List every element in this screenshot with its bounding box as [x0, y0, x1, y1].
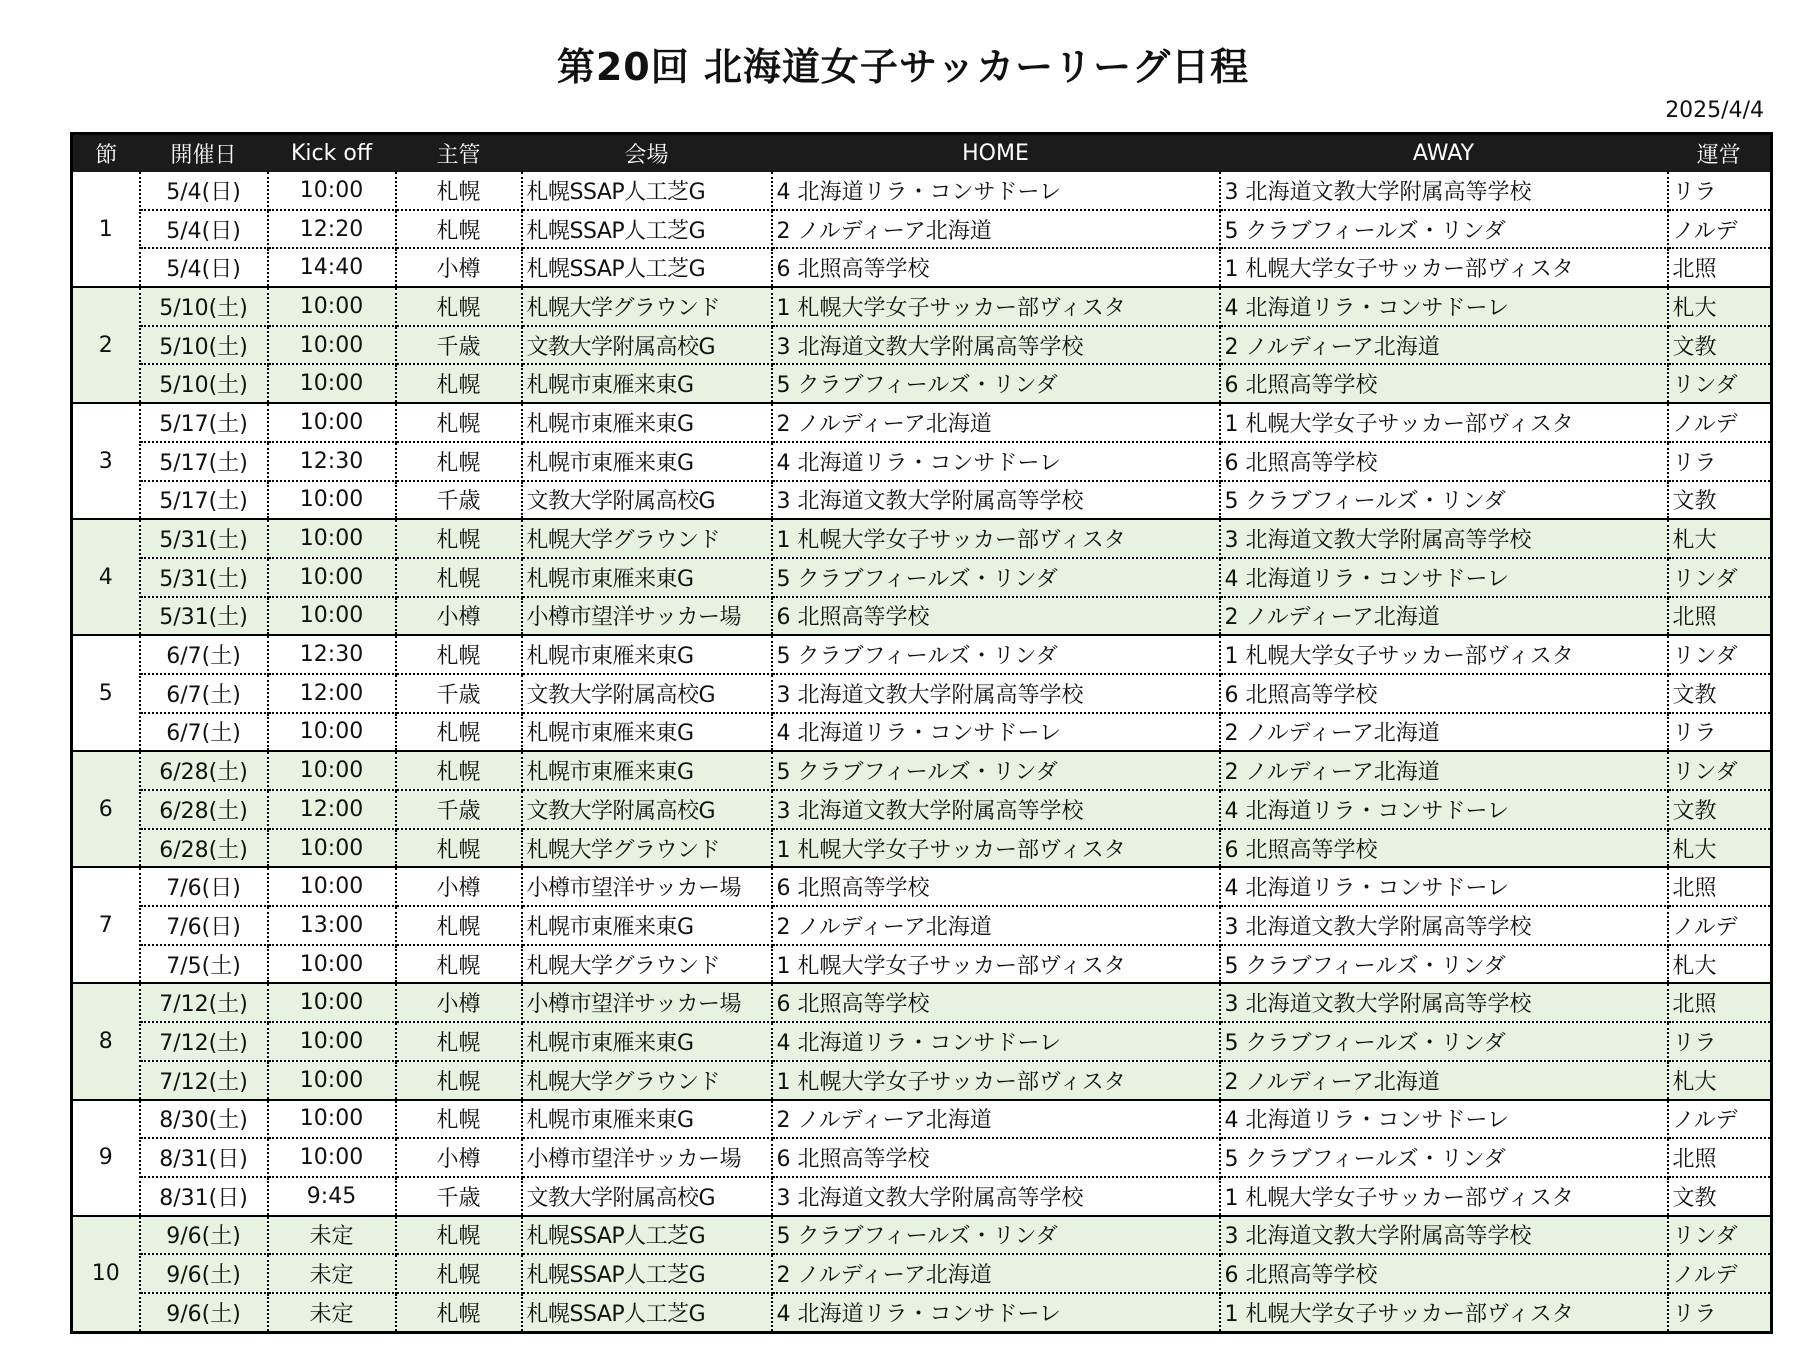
table-row — [72, 326, 1772, 365]
match-away: 2 ノルディーア北海道 — [1220, 326, 1668, 365]
match-kickoff: 10:00 — [268, 1100, 396, 1139]
match-host: 小樽 — [396, 597, 522, 636]
match-venue: 札幌市東雁来東G — [522, 1100, 772, 1139]
match-kickoff: 12:30 — [268, 442, 396, 481]
match-away: 3 北海道文教大学附属高等学校 — [1220, 519, 1668, 558]
match-host: 小樽 — [396, 867, 522, 906]
setsu-number: 2 — [72, 287, 140, 403]
match-host: 札幌 — [396, 442, 522, 481]
header-venue: 会場 — [522, 134, 772, 173]
match-kickoff: 10:00 — [268, 519, 396, 558]
match-venue: 札幌市東雁来東G — [522, 558, 772, 597]
match-away: 3 北海道文教大学附属高等学校 — [1220, 983, 1668, 1022]
match-away: 5 クラブフィールズ・リンダ — [1220, 945, 1668, 984]
table-row — [72, 287, 1772, 326]
match-date: 7/6(日) — [140, 867, 268, 906]
table-row — [72, 906, 1772, 945]
match-venue: 文教大学附属高校G — [522, 790, 772, 829]
match-date: 5/10(土) — [140, 364, 268, 403]
match-ops: リラ — [1668, 442, 1772, 481]
match-ops: 札大 — [1668, 829, 1772, 868]
match-home: 5 クラブフィールズ・リンダ — [772, 1216, 1220, 1255]
table-row — [72, 1293, 1772, 1332]
match-host: 札幌 — [396, 829, 522, 868]
table-header-row — [72, 134, 1772, 173]
table-row — [72, 172, 1772, 210]
match-date: 7/6(日) — [140, 906, 268, 945]
match-date: 8/31(日) — [140, 1138, 268, 1177]
setsu-number: 5 — [72, 635, 140, 751]
match-away: 6 北照高等学校 — [1220, 829, 1668, 868]
match-date: 6/7(土) — [140, 674, 268, 713]
setsu-number: 8 — [72, 983, 140, 1099]
match-ops: リラ — [1668, 1022, 1772, 1061]
match-kickoff: 10:00 — [268, 945, 396, 984]
match-venue: 札幌市東雁来東G — [522, 364, 772, 403]
match-kickoff: 10:00 — [268, 597, 396, 636]
match-away: 1 札幌大学女子サッカー部ヴィスタ — [1220, 248, 1668, 287]
match-date: 7/5(土) — [140, 945, 268, 984]
match-date: 5/31(土) — [140, 597, 268, 636]
match-kickoff: 9:45 — [268, 1177, 396, 1216]
match-host: 札幌 — [396, 1216, 522, 1255]
match-away: 4 北海道リラ・コンサドーレ — [1220, 1100, 1668, 1139]
match-date: 9/6(土) — [140, 1254, 268, 1293]
header-ops: 運営 — [1668, 134, 1772, 173]
match-away: 4 北海道リラ・コンサドーレ — [1220, 867, 1668, 906]
match-away: 1 札幌大学女子サッカー部ヴィスタ — [1220, 1177, 1668, 1216]
match-venue: 札幌大学グラウンド — [522, 829, 772, 868]
match-ops: 北照 — [1668, 597, 1772, 636]
match-home: 1 札幌大学女子サッカー部ヴィスタ — [772, 1061, 1220, 1100]
match-kickoff: 10:00 — [268, 983, 396, 1022]
setsu-number: 4 — [72, 519, 140, 635]
match-host: 札幌 — [396, 1100, 522, 1139]
match-ops: リラ — [1668, 1293, 1772, 1332]
match-kickoff: 10:00 — [268, 713, 396, 752]
table-row — [72, 674, 1772, 713]
table-row — [72, 1138, 1772, 1177]
match-home: 6 北照高等学校 — [772, 983, 1220, 1022]
match-host: 千歳 — [396, 674, 522, 713]
match-host: 札幌 — [396, 1293, 522, 1332]
table-row — [72, 1216, 1772, 1255]
match-ops: 文教 — [1668, 326, 1772, 365]
match-host: 札幌 — [396, 945, 522, 984]
match-home: 5 クラブフィールズ・リンダ — [772, 364, 1220, 403]
match-kickoff: 10:00 — [268, 558, 396, 597]
table-row — [72, 558, 1772, 597]
table-row — [72, 713, 1772, 752]
match-away: 4 北海道リラ・コンサドーレ — [1220, 790, 1668, 829]
schedule-body — [72, 172, 1772, 1332]
match-away: 2 ノルディーア北海道 — [1220, 751, 1668, 790]
match-away: 2 ノルディーア北海道 — [1220, 597, 1668, 636]
header-setsu: 節 — [72, 134, 140, 173]
match-home: 5 クラブフィールズ・リンダ — [772, 635, 1220, 674]
match-ops: 文教 — [1668, 481, 1772, 520]
match-venue: 文教大学附属高校G — [522, 1177, 772, 1216]
match-venue: 札幌SSAP人工芝G — [522, 248, 772, 287]
match-date: 6/28(土) — [140, 790, 268, 829]
match-home: 6 北照高等学校 — [772, 597, 1220, 636]
match-venue: 小樽市望洋サッカー場 — [522, 867, 772, 906]
match-kickoff: 13:00 — [268, 906, 396, 945]
match-host: 札幌 — [396, 713, 522, 752]
match-home: 4 北海道リラ・コンサドーレ — [772, 713, 1220, 752]
table-row — [72, 1100, 1772, 1139]
match-host: 札幌 — [396, 172, 522, 210]
match-home: 1 札幌大学女子サッカー部ヴィスタ — [772, 829, 1220, 868]
match-away: 1 札幌大学女子サッカー部ヴィスタ — [1220, 635, 1668, 674]
match-away: 3 北海道文教大学附属高等学校 — [1220, 1216, 1668, 1255]
table-row — [72, 210, 1772, 249]
match-date: 8/31(日) — [140, 1177, 268, 1216]
schedule-table — [70, 132, 1773, 1334]
match-kickoff: 10:00 — [268, 829, 396, 868]
match-away: 6 北照高等学校 — [1220, 674, 1668, 713]
match-host: 札幌 — [396, 287, 522, 326]
match-host: 札幌 — [396, 558, 522, 597]
table-row — [72, 481, 1772, 520]
match-away: 2 ノルディーア北海道 — [1220, 1061, 1668, 1100]
match-ops: 札大 — [1668, 945, 1772, 984]
match-home: 3 北海道文教大学附属高等学校 — [772, 674, 1220, 713]
match-host: 札幌 — [396, 1061, 522, 1100]
header-kickoff: Kick off — [268, 134, 396, 173]
match-host: 札幌 — [396, 1022, 522, 1061]
match-host: 札幌 — [396, 519, 522, 558]
table-row — [72, 248, 1772, 287]
match-home: 3 北海道文教大学附属高等学校 — [772, 1177, 1220, 1216]
table-row — [72, 751, 1772, 790]
match-home: 2 ノルディーア北海道 — [772, 1100, 1220, 1139]
match-home: 2 ノルディーア北海道 — [772, 210, 1220, 249]
match-ops: 北照 — [1668, 1138, 1772, 1177]
match-venue: 札幌大学グラウンド — [522, 1061, 772, 1100]
match-date: 6/28(土) — [140, 751, 268, 790]
match-kickoff: 10:00 — [268, 867, 396, 906]
match-date: 5/17(土) — [140, 442, 268, 481]
match-date: 5/10(土) — [140, 326, 268, 365]
match-ops: リンダ — [1668, 1216, 1772, 1255]
match-venue: 札幌市東雁来東G — [522, 442, 772, 481]
match-host: 千歳 — [396, 790, 522, 829]
setsu-number: 10 — [72, 1216, 140, 1333]
match-ops: リンダ — [1668, 635, 1772, 674]
header-host: 主管 — [396, 134, 522, 173]
match-venue: 札幌SSAP人工芝G — [522, 1254, 772, 1293]
match-away: 5 クラブフィールズ・リンダ — [1220, 481, 1668, 520]
match-kickoff: 未定 — [268, 1216, 396, 1255]
match-home: 2 ノルディーア北海道 — [772, 403, 1220, 442]
match-ops: 北照 — [1668, 867, 1772, 906]
match-venue: 文教大学附属高校G — [522, 481, 772, 520]
match-host: 千歳 — [396, 481, 522, 520]
match-date: 7/12(土) — [140, 983, 268, 1022]
match-date: 8/30(土) — [140, 1100, 268, 1139]
match-ops: 文教 — [1668, 1177, 1772, 1216]
match-date: 5/4(日) — [140, 210, 268, 249]
match-home: 4 北海道リラ・コンサドーレ — [772, 1022, 1220, 1061]
match-date: 6/28(土) — [140, 829, 268, 868]
match-away: 5 クラブフィールズ・リンダ — [1220, 1022, 1668, 1061]
match-date: 6/7(土) — [140, 713, 268, 752]
table-row — [72, 519, 1772, 558]
match-kickoff: 10:00 — [268, 1022, 396, 1061]
setsu-number: 1 — [72, 172, 140, 287]
table-row — [72, 1061, 1772, 1100]
match-away: 4 北海道リラ・コンサドーレ — [1220, 287, 1668, 326]
match-ops: リラ — [1668, 172, 1772, 210]
match-venue: 小樽市望洋サッカー場 — [522, 597, 772, 636]
match-venue: 札幌市東雁来東G — [522, 635, 772, 674]
match-home: 5 クラブフィールズ・リンダ — [772, 751, 1220, 790]
match-ops: リンダ — [1668, 751, 1772, 790]
match-ops: リンダ — [1668, 364, 1772, 403]
match-host: 札幌 — [396, 1254, 522, 1293]
match-home: 1 札幌大学女子サッカー部ヴィスタ — [772, 287, 1220, 326]
match-kickoff: 10:00 — [268, 364, 396, 403]
table-row — [72, 829, 1772, 868]
table-row — [72, 597, 1772, 636]
match-home: 1 札幌大学女子サッカー部ヴィスタ — [772, 519, 1220, 558]
match-venue: 札幌SSAP人工芝G — [522, 1216, 772, 1255]
match-kickoff: 10:00 — [268, 481, 396, 520]
match-away: 6 北照高等学校 — [1220, 364, 1668, 403]
match-date: 7/12(土) — [140, 1061, 268, 1100]
match-kickoff: 12:00 — [268, 674, 396, 713]
setsu-number: 7 — [72, 867, 140, 983]
match-venue: 札幌市東雁来東G — [522, 906, 772, 945]
match-ops: ノルデ — [1668, 210, 1772, 249]
match-kickoff: 未定 — [268, 1254, 396, 1293]
setsu-number: 3 — [72, 403, 140, 519]
match-away: 3 北海道文教大学附属高等学校 — [1220, 906, 1668, 945]
match-home: 6 北照高等学校 — [772, 248, 1220, 287]
match-ops: ノルデ — [1668, 1254, 1772, 1293]
match-venue: 札幌大学グラウンド — [522, 945, 772, 984]
match-kickoff: 12:00 — [268, 790, 396, 829]
match-date: 7/12(土) — [140, 1022, 268, 1061]
table-row — [72, 983, 1772, 1022]
table-row — [72, 1254, 1772, 1293]
match-away: 1 札幌大学女子サッカー部ヴィスタ — [1220, 403, 1668, 442]
match-away: 6 北照高等学校 — [1220, 1254, 1668, 1293]
setsu-number: 6 — [72, 751, 140, 867]
match-date: 5/31(土) — [140, 519, 268, 558]
match-venue: 文教大学附属高校G — [522, 674, 772, 713]
match-host: 札幌 — [396, 403, 522, 442]
match-away: 6 北照高等学校 — [1220, 442, 1668, 481]
match-kickoff: 10:00 — [268, 751, 396, 790]
match-home: 4 北海道リラ・コンサドーレ — [772, 172, 1220, 210]
match-home: 5 クラブフィールズ・リンダ — [772, 558, 1220, 597]
match-ops: リラ — [1668, 713, 1772, 752]
match-home: 4 北海道リラ・コンサドーレ — [772, 442, 1220, 481]
match-kickoff: 10:00 — [268, 172, 396, 210]
match-venue: 札幌市東雁来東G — [522, 403, 772, 442]
match-kickoff: 10:00 — [268, 403, 396, 442]
match-date: 5/4(日) — [140, 172, 268, 210]
match-date: 5/10(土) — [140, 287, 268, 326]
match-ops: 北照 — [1668, 248, 1772, 287]
page-title: 第20回 北海道女子サッカーリーグ日程 — [556, 45, 1250, 89]
match-venue: 札幌市東雁来東G — [522, 713, 772, 752]
match-venue: 札幌SSAP人工芝G — [522, 172, 772, 210]
match-ops: ノルデ — [1668, 1100, 1772, 1139]
header-date: 開催日 — [140, 134, 268, 173]
match-date: 6/7(土) — [140, 635, 268, 674]
match-ops: リンダ — [1668, 558, 1772, 597]
match-home: 3 北海道文教大学附属高等学校 — [772, 790, 1220, 829]
match-venue: 文教大学附属高校G — [522, 326, 772, 365]
match-date: 5/17(土) — [140, 403, 268, 442]
match-ops: 札大 — [1668, 1061, 1772, 1100]
match-ops: 北照 — [1668, 983, 1772, 1022]
match-host: 札幌 — [396, 751, 522, 790]
document-date: 2025/4/4 — [1665, 98, 1764, 123]
match-kickoff: 未定 — [268, 1293, 396, 1332]
match-kickoff: 10:00 — [268, 287, 396, 326]
match-kickoff: 10:00 — [268, 1138, 396, 1177]
table-row — [72, 1177, 1772, 1216]
setsu-number: 9 — [72, 1100, 140, 1216]
match-kickoff: 12:30 — [268, 635, 396, 674]
match-date: 9/6(土) — [140, 1293, 268, 1332]
match-host: 札幌 — [396, 210, 522, 249]
match-date: 5/17(土) — [140, 481, 268, 520]
match-host: 札幌 — [396, 635, 522, 674]
match-date: 5/4(日) — [140, 248, 268, 287]
match-home: 4 北海道リラ・コンサドーレ — [772, 1293, 1220, 1332]
match-away: 2 ノルディーア北海道 — [1220, 713, 1668, 752]
table-row — [72, 790, 1772, 829]
header-away: AWAY — [1220, 134, 1668, 173]
match-home: 1 札幌大学女子サッカー部ヴィスタ — [772, 945, 1220, 984]
header-home: HOME — [772, 134, 1220, 173]
table-row — [72, 403, 1772, 442]
match-kickoff: 12:20 — [268, 210, 396, 249]
match-date: 9/6(土) — [140, 1216, 268, 1255]
match-host: 千歳 — [396, 326, 522, 365]
match-away: 5 クラブフィールズ・リンダ — [1220, 1138, 1668, 1177]
match-host: 小樽 — [396, 248, 522, 287]
match-kickoff: 10:00 — [268, 326, 396, 365]
match-home: 3 北海道文教大学附属高等学校 — [772, 481, 1220, 520]
match-ops: 文教 — [1668, 790, 1772, 829]
match-venue: 小樽市望洋サッカー場 — [522, 983, 772, 1022]
table-row — [72, 1022, 1772, 1061]
match-host: 小樽 — [396, 983, 522, 1022]
match-away: 3 北海道文教大学附属高等学校 — [1220, 172, 1668, 210]
match-ops: 札大 — [1668, 519, 1772, 558]
match-ops: ノルデ — [1668, 403, 1772, 442]
match-away: 1 札幌大学女子サッカー部ヴィスタ — [1220, 1293, 1668, 1332]
match-home: 2 ノルディーア北海道 — [772, 906, 1220, 945]
match-home: 6 北照高等学校 — [772, 1138, 1220, 1177]
match-away: 5 クラブフィールズ・リンダ — [1220, 210, 1668, 249]
match-home: 6 北照高等学校 — [772, 867, 1220, 906]
match-host: 小樽 — [396, 1138, 522, 1177]
match-ops: 文教 — [1668, 674, 1772, 713]
match-host: 札幌 — [396, 364, 522, 403]
match-date: 5/31(土) — [140, 558, 268, 597]
match-kickoff: 14:40 — [268, 248, 396, 287]
match-host: 札幌 — [396, 906, 522, 945]
match-ops: ノルデ — [1668, 906, 1772, 945]
table-row — [72, 442, 1772, 481]
match-home: 3 北海道文教大学附属高等学校 — [772, 326, 1220, 365]
match-home: 2 ノルディーア北海道 — [772, 1254, 1220, 1293]
match-kickoff: 10:00 — [268, 1061, 396, 1100]
match-host: 千歳 — [396, 1177, 522, 1216]
match-venue: 札幌市東雁来東G — [522, 751, 772, 790]
match-venue: 札幌市東雁来東G — [522, 1022, 772, 1061]
match-venue: 札幌SSAP人工芝G — [522, 210, 772, 249]
match-venue: 札幌大学グラウンド — [522, 287, 772, 326]
match-away: 4 北海道リラ・コンサドーレ — [1220, 558, 1668, 597]
match-venue: 札幌SSAP人工芝G — [522, 1293, 772, 1332]
match-ops: 札大 — [1668, 287, 1772, 326]
table-row — [72, 945, 1772, 984]
table-row — [72, 635, 1772, 674]
match-venue: 小樽市望洋サッカー場 — [522, 1138, 772, 1177]
match-venue: 札幌大学グラウンド — [522, 519, 772, 558]
table-row — [72, 867, 1772, 906]
table-row — [72, 364, 1772, 403]
